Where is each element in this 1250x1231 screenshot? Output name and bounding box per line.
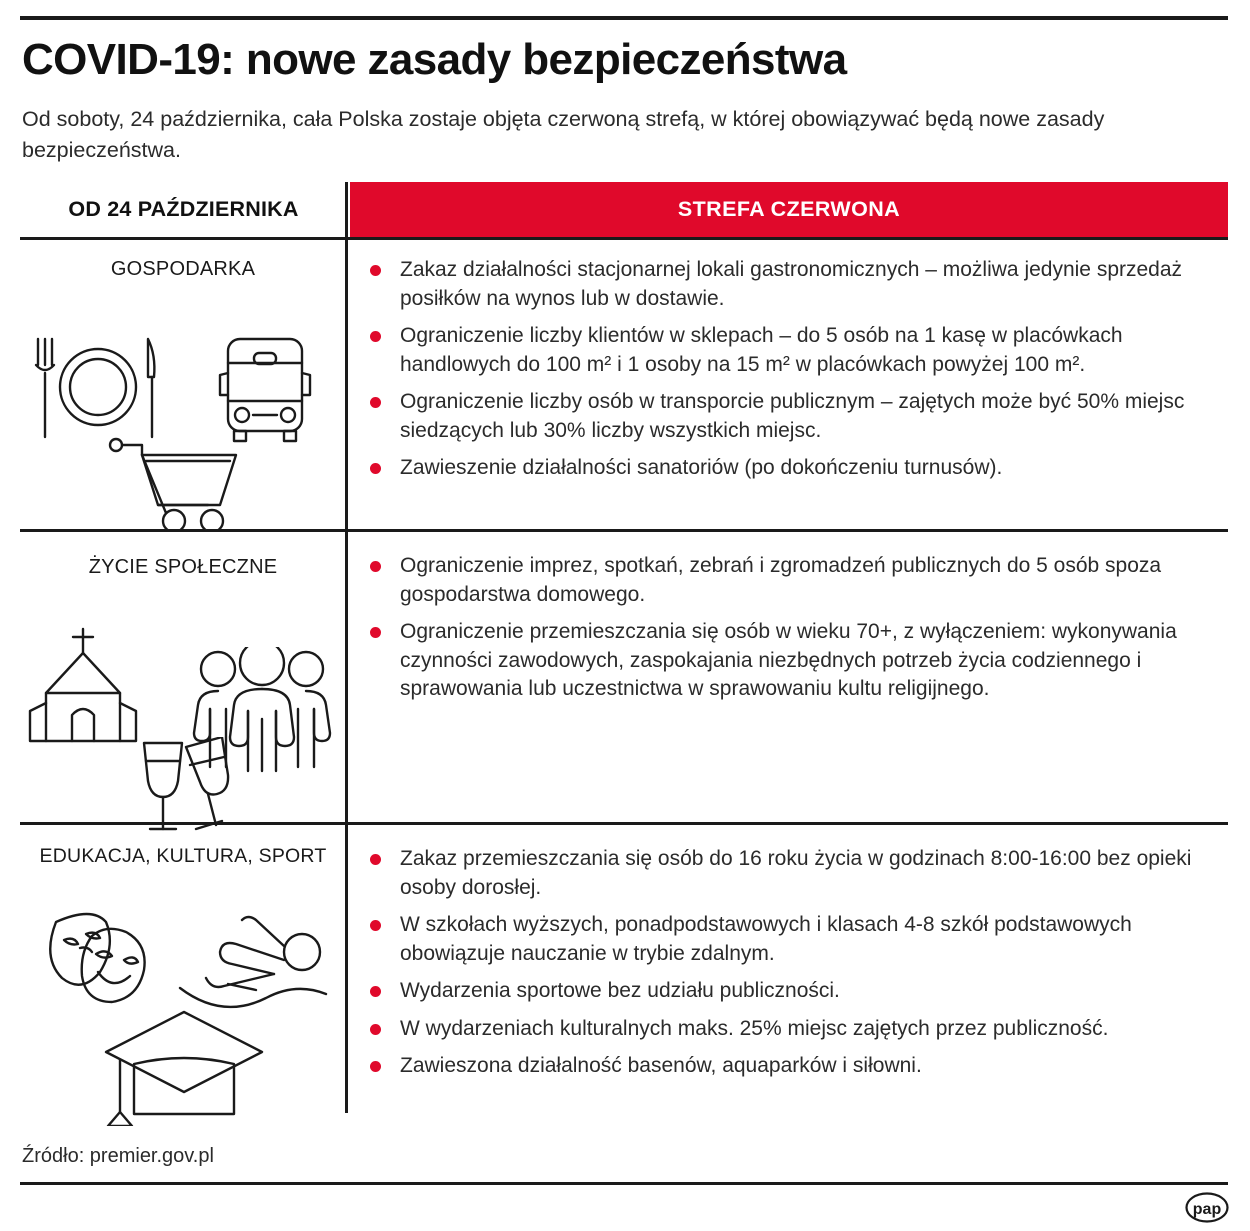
- section-1-right: [366, 256, 1228, 492]
- top-rule: [20, 16, 1228, 20]
- list-item: Ograniczenie przemieszczania się osób w wieku 70+, z wyłączeniem: wykonywania czynności zawodowych, zaspokajania niezbędnych potrzeb życia codziennego i sprawowania lub uczestnictwa w sprawowaniu kultu religijnego.: [366, 618, 1228, 704]
- list-item: Zawieszenie działalności sanatoriów (po dokończeniu turnusów).: [366, 454, 1228, 483]
- section-3-label: EDUKACJA, KULTURA, SPORT: [39, 845, 327, 867]
- list-item: Zakaz przemieszczania się osób do 16 roku życia w godzinach 8:00-16:00 bez opieki osoby dorosłej.: [366, 845, 1228, 902]
- section-2-icons: [20, 585, 346, 825]
- list-item: W szkołach wyższych, ponadpodstawowych i klasach 4-8 szkół podstawowych obowiązuje nauczanie w trybie zdalnym.: [366, 911, 1228, 968]
- pap-logo-text: pap: [1192, 1201, 1222, 1218]
- section-1-bullet-list: [366, 256, 1228, 483]
- graduation-cap-icon: [104, 1008, 264, 1126]
- section-3-right: [366, 845, 1228, 1090]
- section-2-label: ŻYCIE SPOŁECZNE: [88, 556, 278, 578]
- church-icon: [28, 619, 153, 744]
- table-header-zone-label: STREFA CZERWONA: [677, 197, 901, 221]
- column-divider-header: [345, 182, 348, 237]
- section-3-icons: [20, 874, 346, 1114]
- list-item: Zakaz działalności stacjonarnej lokali gastronomicznych – możliwa jedynie sprzedaż posiłków na wynos lub w dostawie.: [366, 256, 1228, 313]
- divider-header: [20, 237, 1228, 240]
- list-item: Ograniczenie liczby osób w transporcie publicznym – zajętych może być 50% miejsc siedzących lub 30% liczby wszystkich miejsc.: [366, 388, 1228, 445]
- page-title: COVID-19: nowe zasady bezpieczeństwa: [22, 35, 847, 84]
- list-item: W wydarzeniach kulturalnych maks. 25% miejsc zajętych przez publiczność.: [366, 1015, 1228, 1044]
- section-2-bullet-list: [366, 552, 1228, 704]
- page-subtitle: Od soboty, 24 października, cała Polska zostaje objęta czerwoną strefą, w której obowiązywać będą nowe zasady bezpieczeństwa.: [22, 107, 1105, 162]
- pap-logo-icon: [1185, 1192, 1229, 1223]
- divider-section-1: [20, 529, 1228, 532]
- source-credit: Źródło: premier.gov.pl: [22, 1145, 214, 1167]
- table-header-left: [20, 182, 347, 237]
- bus-icon: [210, 335, 320, 447]
- section-3-bullet-list: [366, 845, 1228, 1081]
- section-1-icons: [20, 287, 346, 527]
- wine-glasses-toast-icon: [130, 737, 240, 837]
- section-1-left: [20, 258, 346, 527]
- table-header-left-label: OD 24 PAŹDZIERNIKA: [68, 197, 299, 221]
- swimmer-icon: [178, 912, 328, 1012]
- section-1-label: GOSPODARKA: [110, 258, 256, 280]
- shopping-cart-icon: [108, 437, 258, 529]
- list-item: Wydarzenia sportowe bez udziału publiczności.: [366, 977, 1228, 1006]
- section-2-left: [20, 556, 346, 825]
- section-2-right: [366, 552, 1228, 713]
- cutlery-plate-icon: [30, 335, 170, 445]
- list-item: Ograniczenie liczby klientów w sklepach – do 5 osób na 1 kasę w placówkach handlowych do 100 m² i 1 osoby na 15 m² w placówkach powyżej 100 m².: [366, 322, 1228, 379]
- theater-masks-icon: [34, 906, 164, 1016]
- section-3-left: [20, 845, 346, 1114]
- footer-rule: [20, 1182, 1228, 1185]
- list-item: Ograniczenie imprez, spotkań, zebrań i zgromadzeń publicznych do 5 osób spoza gospodarstwa domowego.: [366, 552, 1228, 609]
- table-header-zone-banner: [350, 182, 1228, 237]
- list-item: Zawieszona działalność basenów, aquaparków i siłowni.: [366, 1052, 1228, 1081]
